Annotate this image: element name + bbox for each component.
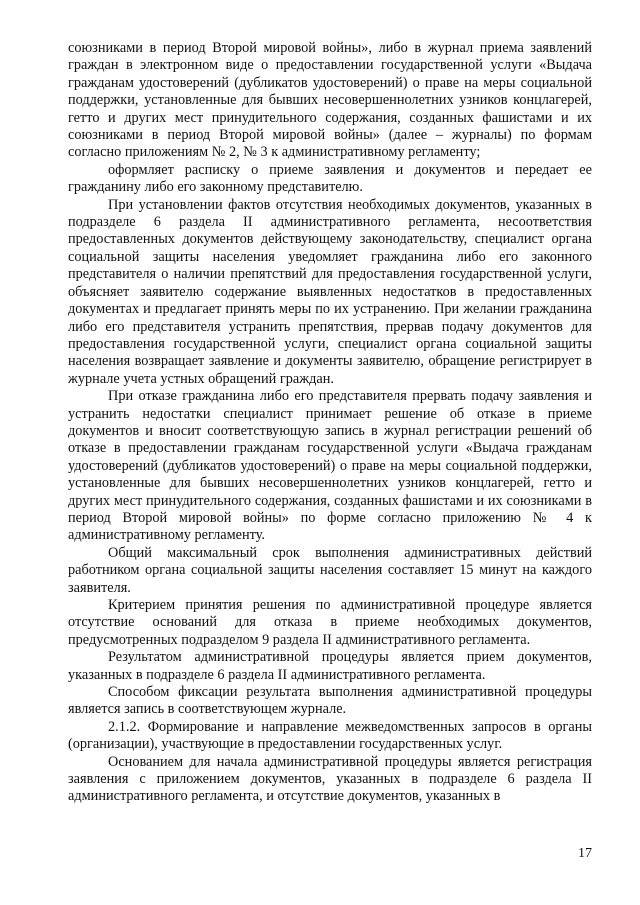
paragraph: Основанием для начала административной процедуры является регистрация заявления с приложением документов, указанных в подразделе 6 раздела II административного регламента, и отсутствие документов, указанных в	[68, 753, 592, 805]
page-number: 17	[578, 846, 592, 861]
section-heading-paragraph: 2.1.2. Формирование и направление межведомственных запросов в органы (организации), участвующие в предоставлении государственных услуг.	[68, 718, 592, 753]
paragraph: Способом фиксации результата выполнения административной процедуры является запись в соответствующем журнале.	[68, 684, 592, 718]
paragraph: Результатом административной процедуры является прием документов, указанных в подразделе 6 раздела II административного регламента.	[68, 649, 592, 683]
paragraph: Общий максимальный срок выполнения административных действий работником органа социальной защиты населения составляет 15 минут на каждого заявителя.	[68, 544, 592, 596]
paragraph: Критерием принятия решения по административной процедуре является отсутствие оснований для отказа в приеме необходимых документов, предусмотренных подразделом 9 раздела II административного регламента.	[68, 597, 592, 648]
paragraph: При установлении фактов отсутствия необходимых документов, указанных в подразделе 6 раздела II административного регламента, несоответствия предоставленных документов действующему законодательству, специалист органа социальной защиты населения уведомляет гражданина либо его законного представителя о наличии препятствий для предоставления государственной услуги, объясняет заявителю содержание выявленных недостатков в предоставленных документах и предлагает принять меры по их устранению. При желании гражданина либо его представителя устранить препятствия, прервав подачу документов для предоставления государственной услуги, специалист органа социальной защиты населения возвращает заявление и документы заявителю, обращение регистрирует в журнале учета устных обращений граждан.	[68, 196, 592, 387]
paragraph: оформляет расписку о приеме заявления и документов и передает ее гражданину либо его законному представителю.	[68, 161, 592, 196]
paragraph: союзниками в период Второй мировой войны», либо в журнал приема заявлений граждан в электронном виде о предоставлении государственной услуги «Выдача гражданам удостоверений (дубликатов удостоверений) о праве на меры социальной поддержки, установленные для бывших несовершеннолетних узников концлагерей, гетто и других мест принудительного содержания, созданных фашистами и их союзниками в период Второй мировой войны» (далее – журналы) по формам согласно приложениям № 2, № 3 к административному регламенту;	[68, 40, 592, 161]
document-body	[68, 40, 592, 806]
paragraph: При отказе гражданина либо его представителя прервать подачу заявления и устранить недостатки специалист принимает решение об отказе в приеме документов и вносит соответствующую запись в журнал регистрации решений об отказе в предоставлении гражданам государственной услуги «Выдача гражданам удостоверений (дубликатов удостоверений) о праве на меры социальной поддержки, установленные для бывших несовершеннолетних узников концлагерей, гетто и других мест принудительного содержания, созданных фашистами и их союзниками в период Второй мировой войны» по форме согласно приложению № 4 к административному регламенту.	[68, 388, 592, 544]
